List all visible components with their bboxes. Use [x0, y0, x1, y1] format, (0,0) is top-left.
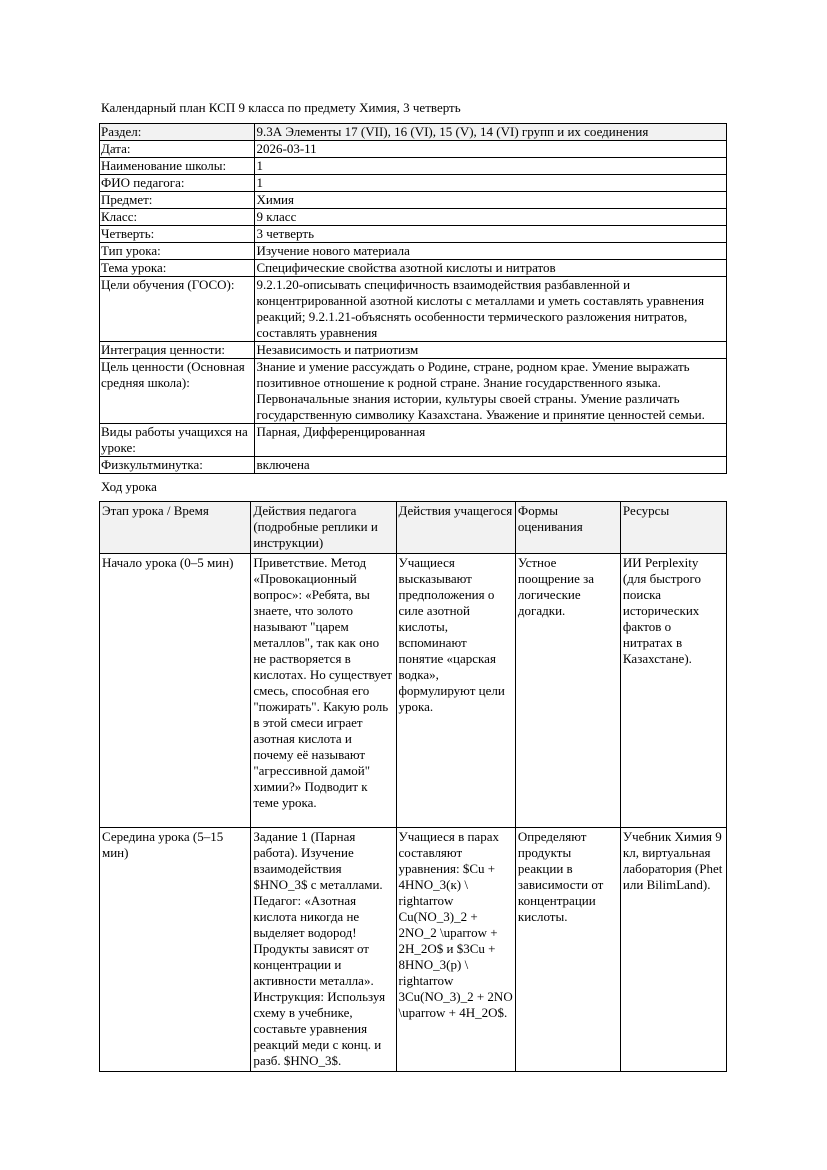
info-value: 9.2.1.20-описывать специфичность взаимодействия разбавленной и концентрированной азотной кислоты с металлами и уметь составлять уравнения реакций; 9.2.1.21-объяснять особенности термического разложения нитратов, составлять уравнения [255, 277, 727, 342]
info-label: Физкультминутка: [100, 457, 255, 474]
info-label: Дата: [100, 141, 255, 158]
resources-cell: ИИ Perplexity (для быстрого поиска исторических фактов о нитратах в Казахстане). [620, 554, 726, 828]
info-value: Независимость и патриотизм [255, 342, 727, 359]
info-value: Парная, Дифференцированная [255, 424, 727, 457]
lesson-progress-table [99, 501, 727, 1072]
info-label: Цель ценности (Основная средняя школа): [100, 359, 255, 424]
assessment-cell: Устное поощрение за логические догадки. [515, 554, 620, 828]
resources-cell: Учебник Химия 9 кл, виртуальная лаборатория (Phet или BilimLand). [620, 828, 726, 1072]
info-row [100, 226, 727, 243]
info-value: Знание и умение рассуждать о Родине, стране, родном крае. Умение выражать позитивное отношение к родной стране. Знание государственного языка. Первоначальные знания истории, культуры своей страны. Умение различать государственную символику Казахстана. Уважение и принятие ценностей семьи. [255, 359, 727, 424]
teacher-actions-cell: Задание 1 (Парная работа). Изучение взаимодействия $HNO_3$ с металлами. Педагог: «Азотная кислота никогда не выделяет водород! Продукты зависят от концентрации и активности металла». Инструкция: Используя схему в учебнике, составьте уравнения реакций меди с конц. и разб. $HNO_3$. [251, 828, 396, 1072]
info-row [100, 359, 727, 424]
header-assessment: Формы оценивания [515, 502, 620, 554]
header-resources: Ресурсы [620, 502, 726, 554]
page-title: Календарный план КСП 9 класса по предмету Химия, 3 четверть [101, 100, 461, 115]
info-label: Наименование школы: [100, 158, 255, 175]
info-row [100, 124, 727, 141]
assessment-cell: Определяют продукты реакции в зависимости от концентрации кислоты. [515, 828, 620, 1072]
stage-cell: Начало урока (0–5 мин) [100, 554, 251, 828]
progress-row-start [100, 554, 727, 828]
info-label: Виды работы учащихся на уроке: [100, 424, 255, 457]
stage-cell: Середина урока (5–15 мин) [100, 828, 251, 1072]
info-label: Цели обучения (ГОСО): [100, 277, 255, 342]
header-student-actions: Действия учащегося [396, 502, 515, 554]
lesson-info-table [99, 123, 727, 474]
info-value: 9 класс [255, 209, 727, 226]
info-row [100, 260, 727, 277]
info-row [100, 175, 727, 192]
student-actions-cell: Учащиеся высказывают предположения о силе азотной кислоты, вспоминают понятие «царская водка», формулируют цели урока. [396, 554, 515, 828]
info-label: Раздел: [100, 124, 255, 141]
teacher-actions-cell: Приветствие. Метод «Провокационный вопрос»: «Ребята, вы знаете, что золото называют "царем металлов", так как оно не растворяется в кислотах. Но существует смесь, способная его "пожирать". Какую роль в этой смеси играет азотная кислота и почему её называют "агрессивной дамой" химии?» Подводит к теме урока. [251, 554, 396, 828]
info-value: включена [255, 457, 727, 474]
lesson-progress-title: Ход урока [101, 479, 157, 494]
info-row [100, 243, 727, 260]
student-actions-cell: Учащиеся в парах составляют уравнения: $Cu + 4HNO_3(к) \ rightarrow Cu(NO_3)_2 + 2NO_2 \uparrow + 2H_2O$ и $3Cu + 8HNO_3(р) \ rightarrow 3Cu(NO_3)_2 + 2NO \uparrow + 4H_2O$. [396, 828, 515, 1072]
info-value: Специфические свойства азотной кислоты и нитратов [255, 260, 727, 277]
info-row [100, 192, 727, 209]
info-value: Химия [255, 192, 727, 209]
info-row [100, 457, 727, 474]
info-label: Класс: [100, 209, 255, 226]
info-row [100, 424, 727, 457]
info-row [100, 158, 727, 175]
info-row [100, 277, 727, 342]
info-value: 3 четверть [255, 226, 727, 243]
progress-header-row [100, 502, 727, 554]
info-value: 9.3А Элементы 17 (VII), 16 (VI), 15 (V), 14 (VI) групп и их соединения [255, 124, 727, 141]
info-value: Изучение нового материала [255, 243, 727, 260]
progress-row-middle [100, 828, 727, 1072]
info-row [100, 141, 727, 158]
info-label: Предмет: [100, 192, 255, 209]
info-value: 1 [255, 175, 727, 192]
info-label: Интеграция ценности: [100, 342, 255, 359]
header-stage: Этап урока / Время [100, 502, 251, 554]
info-label: ФИО педагога: [100, 175, 255, 192]
info-label: Тема урока: [100, 260, 255, 277]
info-row [100, 342, 727, 359]
info-value: 2026-03-11 [255, 141, 727, 158]
info-row [100, 209, 727, 226]
info-value: 1 [255, 158, 727, 175]
info-label: Тип урока: [100, 243, 255, 260]
header-teacher-actions: Действия педагога (подробные реплики и инструкции) [251, 502, 396, 554]
info-label: Четверть: [100, 226, 255, 243]
